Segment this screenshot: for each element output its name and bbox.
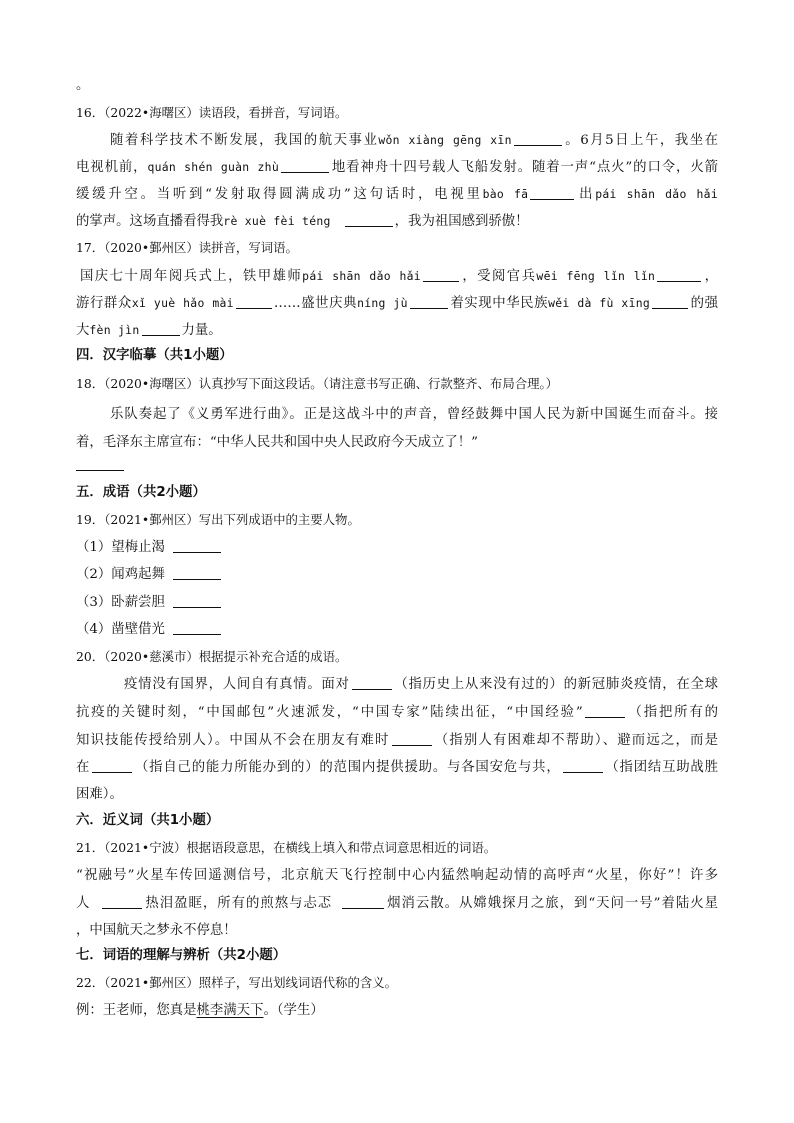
q16-line-1: 随着科学技术不断发展，我国的航天事业wǒn xiàng gēng xīn 。6月5日上午，我坐在	[110, 133, 719, 148]
q17-line-1: 国庆七十周年阅兵式上，铁甲雄师pái shān dǎo hǎi ，受阅官兵wēi fēng lǐn lǐn ，	[80, 269, 718, 284]
pinyin: wěi dà fù xīng	[548, 296, 651, 310]
q21-line-1: “祝融号”火星车传回遥测信号，北京航天飞行控制中心内猛然响起动情的高呼声“火星，你好”！许多	[76, 868, 718, 883]
pinyin: fèn jìn	[89, 323, 140, 337]
pinyin: bào fā	[482, 187, 529, 201]
answer-blank[interactable]	[236, 294, 272, 309]
pinyin: xǐ yuè hǎo mài	[131, 296, 234, 310]
section-heading-7: 七．词语的理解与辨析（共2小题）	[76, 948, 287, 963]
underlined-word: 桃李满天下	[196, 1003, 264, 1018]
answer-blank[interactable]	[345, 212, 393, 227]
answer-line[interactable]	[76, 470, 124, 471]
q17-line-3: 大fèn jìn 力量。	[76, 323, 222, 338]
answer-blank[interactable]	[410, 294, 448, 309]
q16-line-2: 电视机前，quán shén guàn zhù 地看神舟十四号载人飞船发射。随着一声“点火”的口令，火箭	[76, 160, 719, 175]
pinyin: níng jù	[357, 296, 408, 310]
pinyin: pái shān dǎo hǎi	[302, 269, 421, 283]
q18-line-2: 着，毛泽东主席宣布：“中华人民共和国中央人民政府今天成立了！”	[76, 435, 479, 450]
q16-header: 16．（2022•海曙区）读语段，看拼音，写词语。	[76, 105, 348, 120]
answer-blank[interactable]	[342, 894, 384, 909]
answer-blank[interactable]	[173, 565, 221, 580]
pinyin: rè xuè fèi téng	[223, 214, 331, 228]
q19-item-3: （3）卧薪尝胆	[76, 593, 718, 613]
q22-header: 22．（2021•鄞州区）照样子，写出划线词语代称的含义。	[76, 975, 398, 990]
answer-blank[interactable]	[92, 758, 132, 773]
answer-blank[interactable]	[423, 267, 459, 282]
answer-blank[interactable]	[281, 158, 329, 173]
q19-item-4: （4）凿壁借光	[76, 620, 718, 640]
q17-header: 17．（2020•鄞州区）读拼音，写词语。	[76, 240, 298, 255]
pinyin: wēi fēng lǐn lǐn	[536, 269, 656, 283]
q21-line-3: ，中国航天之梦永不停息！	[76, 923, 237, 938]
q20-line-3: 知识技能传授给别人）。中国从不会在朋友有难时 （指别人有困难却不帮助）、避而远之，而是	[76, 733, 718, 748]
q21-line-2: 人 热泪盈眶，所有的煎熬与忐忑 烟消云散。从嫦娥探月之旅，到“天问一号”着陆火星	[76, 896, 718, 911]
q18-header: 18．（2020•海曙区）认真抄写下面这段话。（请注意书写正确、行款整齐、布局合理。）	[76, 376, 559, 391]
q21-header: 21．（2021•宁波）根据语段意思，在横线上填入和带点词意思相近的词语。	[76, 840, 497, 855]
answer-blank[interactable]	[102, 894, 142, 909]
pinyin: pái shān dǎo hǎi	[595, 187, 718, 201]
answer-blank[interactable]	[563, 758, 603, 773]
q20-line-4: 在 （指自己的能力所能办到的）的范围内提供援助。与各国安危与共， （指团结互助战胜	[76, 760, 719, 775]
q19-item-1: （1）望梅止渴	[76, 538, 718, 558]
q20-line-1: 疫情没有国界，人间自有真情。面对 （指历史上从来没有过的）的新冠肺炎疫情，在全球	[124, 677, 718, 692]
pinyin: wǒn xiàng gēng xīn	[378, 133, 512, 147]
answer-blank[interactable]	[142, 321, 180, 336]
answer-blank[interactable]	[652, 294, 688, 309]
answer-blank[interactable]	[514, 131, 562, 146]
q16-line-4: 的掌声。这场直播看得我rè xuè fèi téng ，我为祖国感到骄傲！	[76, 214, 529, 229]
answer-blank[interactable]	[352, 675, 392, 690]
answer-blank[interactable]	[657, 267, 701, 282]
answer-blank[interactable]	[173, 620, 221, 635]
section-heading-4: 四．汉字临摹（共1小题）	[76, 348, 233, 363]
section-heading-6: 六．近义词（共1小题）	[76, 813, 220, 828]
section-heading-5: 五．成语（共2小题）	[76, 485, 206, 500]
q19-item-2: （2）闻鸡起舞	[76, 565, 718, 585]
q20-header: 20．（2020•慈溪市）根据提示补充合适的成语。	[76, 649, 348, 664]
q20-line-2: 抗疫的关键时刻，“中国邮包”火速派发，“中国专家”陆续出征，“中国经验” （指把所有的	[76, 705, 719, 720]
answer-blank[interactable]	[585, 703, 625, 718]
q20-line-5: 困难）。	[76, 787, 123, 802]
q18-line-1: 乐队奏起了《义勇军进行曲》。正是这战斗中的声音，曾经鼓舞中国人民为新中国诞生而奋斗。接	[110, 407, 718, 422]
q17-line-2: 游行群众xǐ yuè hǎo mài ……盛世庆典níng jù 着实现中华民族wěi dà fù xīng 的强	[76, 296, 718, 311]
q19-header: 19．（2021•鄞州区）写出下列成语中的主要人物。	[76, 512, 360, 527]
answer-blank[interactable]	[173, 593, 221, 608]
answer-blank[interactable]	[530, 185, 574, 200]
answer-blank[interactable]	[173, 538, 221, 553]
q16-line-3: 缓缓升空。当听到“发射取得圆满成功”这句话时，电视里bào fā 出pái shān dǎo hǎi	[76, 187, 718, 202]
top-mark: 。	[76, 78, 90, 93]
answer-blank[interactable]	[392, 731, 432, 746]
q22-example: 例：王老师，您真是桃李满天下。（学生）	[76, 1003, 324, 1018]
pinyin: quán shén guàn zhù	[147, 160, 279, 174]
